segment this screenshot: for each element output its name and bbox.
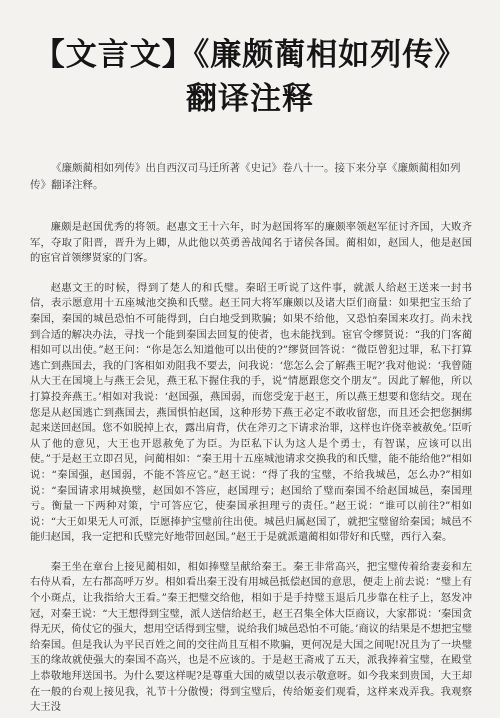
paragraph-3: 秦王坐在章台上接见蔺相如，相如捧璧呈献给秦王。秦王非常高兴，把宝璧传着给妻妾和左右侍从看，左右都高呼万岁。相如看出秦王没有用城邑抵偿赵国的意思，便走上前去说：“璧上有个小斑点，让我指给大王看。”秦王把璧交给他，相如于是手持璧玉退后几步靠在柱子上，怒发冲冠，对秦王说：“大王想得到宝璧，派人送信给赵王，赵王召集全体大臣商议，大家都说：‘秦国贪得无厌，倚仗它的强大，想用空话得到宝璧，说给我们城邑恐怕不可能。’商议的结果是不想把宝璧给秦国。但是我认为平民百姓之间的交往尚且互相不欺骗，更何况是大国之间呢!况且为了一块璧玉的缘故就使强大的秦国不高兴，也是不应该的。于是赵王斋戒了五天，派我捧着宝璧，在殿堂上恭敬地拜送国书。为什么要这样呢?是尊重大国的威望以表示敬意呀。如今我来到贵国，大王却在一般的台观上接见我，礼节十分傲慢；得到宝璧后，传给姬妾们观看，这样来戏弄我。我观察大王没: [30, 560, 472, 714]
article-title-line2: 翻译注释: [186, 81, 314, 117]
article-title-line1: 【文言文】《廉颇蔺相如列传》: [33, 37, 467, 73]
paragraph-1: 廉颇是赵国优秀的将领。赵惠文王十六年，时为赵国将军的廉颇率领赵军征讨齐国，大败齐军，夺取了阳晋，晋升为上卿，从此他以英勇善战闻名于诸侯各国。蔺相如，赵国人，他是赵国的宦官首领缪贤家的门客。: [30, 221, 472, 265]
article-body: [30, 220, 472, 716]
article-intro: 《廉颇蔺相如列传》出自西汉司马迁所著《史记》卷八十一。接下来分享《廉颇蔺相如列传》翻译注释。: [30, 162, 461, 191]
paragraph-2: 赵惠文王的时候，得到了楚人的和氏璧。秦昭王听说了这件事，就派人给赵王送来一封书信，表示愿意用十五座城池交换和氏璧。赵王同大将军廉颇以及诸大臣们商量：如果把宝玉给了秦国，秦国的城邑恐怕不可能得到，白白地受到欺骗；如果不给他，又恐怕秦国来攻打。尚未找到合适的解决办法，寻找一个能到秦国去回复的使者，也未能找到。宦官令缪贤说：“我的门客蔺相如可以出使。”赵王问：“你是怎么知道他可以出使的?”缪贤回答说：“微臣曾犯过罪，私下打算逃亡到燕国去，我的门客相如劝阻我不要去，问我说：‘您怎么会了解燕王呢?’我对他说：‘我曾随从大王在国境上与燕王会见，燕王私下握住我的手，说“情愿跟您交个朋友”。因此了解他，所以打算投奔燕王。’相如对我说：‘赵国强，燕国弱，而您受宠于赵王，所以燕王想要和您结交。现在您是从赵国逃亡到燕国去，燕国惧怕赵国，这种形势下燕王必定不敢收留您，而且还会把您捆绑起来送回赵国。您不如脱掉上衣，露出肩背，伏在斧刃之下请求治罪，这样也许侥幸被赦免。’臣听从了他的意见，大王也开恩赦免了为臣。为臣私下认为这人是个勇士，有智谋，应该可以出使。”于是赵王立即召见，问蔺相如：“秦王用十五座城池请求交换我的和氏璧，能不能给他?”相如说：“秦国强，赵国弱，不能不答应它。”赵王说：“得了我的宝璧，不给我城邑，怎么办?”相如说：“秦国请求用城换璧，赵国如不答应，赵国理亏；赵国给了璧而秦国不给赵国城邑，秦国理亏。衡量一下两种对策，宁可答应它，使秦国承担理亏的责任。”赵王说：“谁可以前往?”相如说：“大王如果无人可派，臣愿捧护宝璧前往出使。城邑归属赵国了，就把宝璧留给秦国；城邑不能归赵国，我一定把和氏璧完好地带回赵国。”赵王于是就派遣蔺相如带好和氏璧，西行入秦。: [30, 281, 472, 544]
